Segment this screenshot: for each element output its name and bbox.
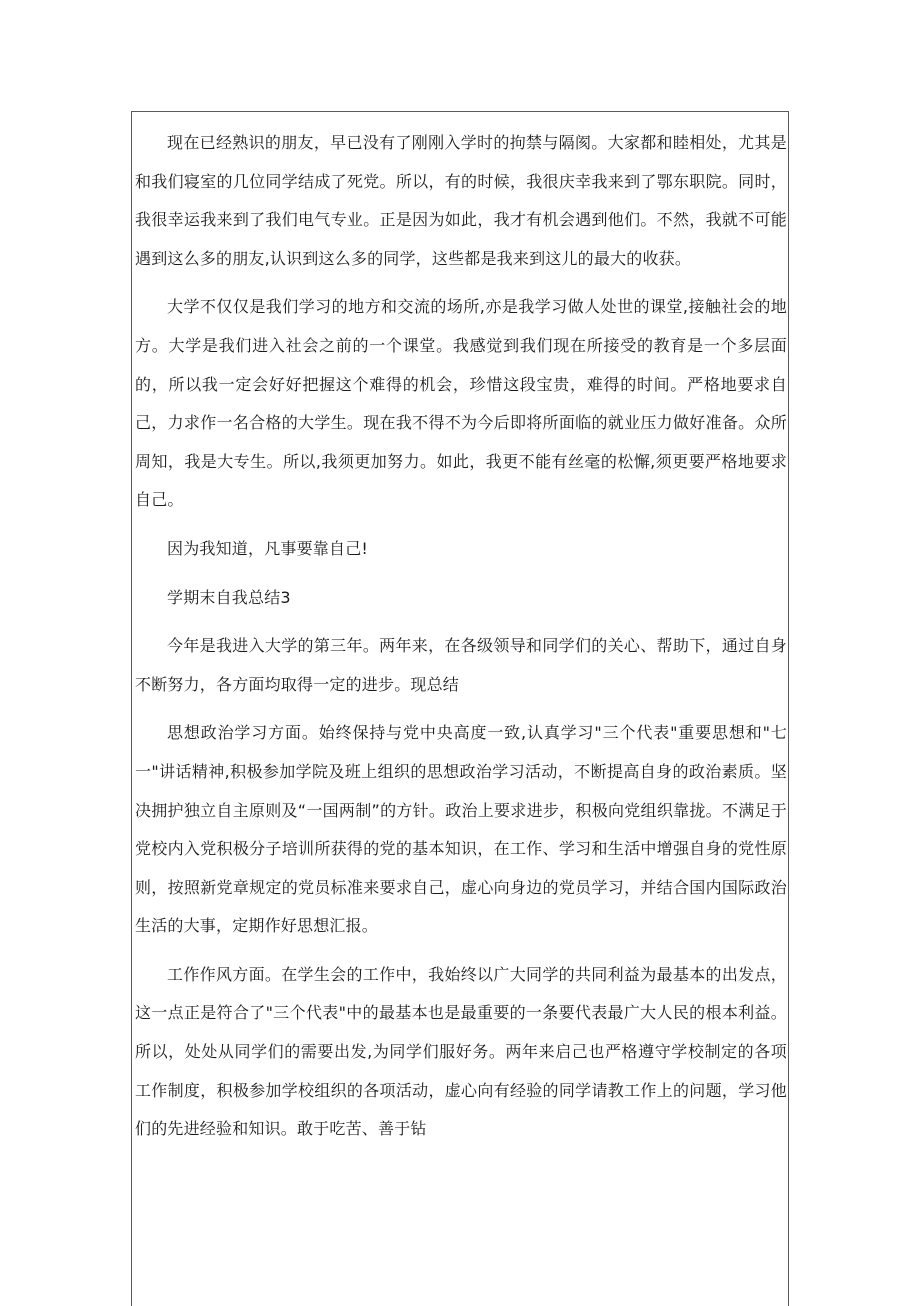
paragraph-university: 大学不仅仅是我们学习的地方和交流的场所,亦是我学习做人处世的课堂,接触社会的地方。大学是我们进入社会之前的一个课堂。我感觉到我们现在所接受的教育是一个多层面的，所以我一定会好好把握这个难得的机会，珍惜这段宝贵，难得的时间。严格地要求自己，力求作一名合格的大学生。现在我不得不为今后即将所面临的就业压力做好准备。众所周知，我是大专生。所以,我须更加努力。如此，我更不能有丝毫的松懈,须更要严格地要求自己。 xyxy=(135,297,787,510)
paragraph-rely-on-self: 因为我知道，凡事要靠自己! xyxy=(167,538,369,558)
paragraph-political-study: 思想政治学习方面。始终保持与党中央高度一致,认真学习"三个代表"重要思想和"七一"讲话精神,积极参加学院及班上组织的思想政治学习活动，不断提高自身的政治素质。坚决拥护独立自主原则及“一国两制”的方针。政治上要求进步，积极向党组织靠拢。不满足于党校内入党积极分子培训所获得的党的基本知识，在工作、学习和生活中增强自身的党性原则，按照新党章规定的党员标准来要求自己，虚心向身边的党员学习，并结合国内国际政治生活的大事，定期作好思想汇报。 xyxy=(135,723,787,936)
paragraph-friends: 现在已经熟识的朋友，早已没有了刚刚入学时的拘禁与隔阂。大家都和睦相处，尤其是和我们寝室的几位同学结成了死党。所以，有的时候，我很庆幸我来到了鄂东职院。同时，我很幸运我来到了我们电气专业。正是因为如此，我才有机会遇到他们。不然，我就不可能遇到这么多的朋友,认识到这么多的同学，这些都是我来到这儿的最大的收获。 xyxy=(135,133,787,268)
section-heading: 学期末自我总结3 xyxy=(167,587,291,607)
paragraph-work-style: 工作作风方面。在学生会的工作中，我始终以广大同学的共同利益为最基本的出发点，这一点正是符合了"三个代表"中的最基本也是最重要的一条要代表最广大人民的根本利益。所以，处处从同学们的需要出发,为同学们服好务。两年来启己也严格遵守学校制定的各项工作制度，积极参加学校组织的各项活动，虚心向有经验的同学请教工作上的问题，学习他们的先进经验和知识。敢于吃苦、善于钻 xyxy=(135,964,787,1139)
document-body xyxy=(135,124,787,1159)
paragraph-third-year: 今年是我进入大学的第三年。两年来，在各级领导和同学们的关心、帮助下，通过自身不断努力，各方面均取得一定的进步。现总结 xyxy=(135,636,787,694)
